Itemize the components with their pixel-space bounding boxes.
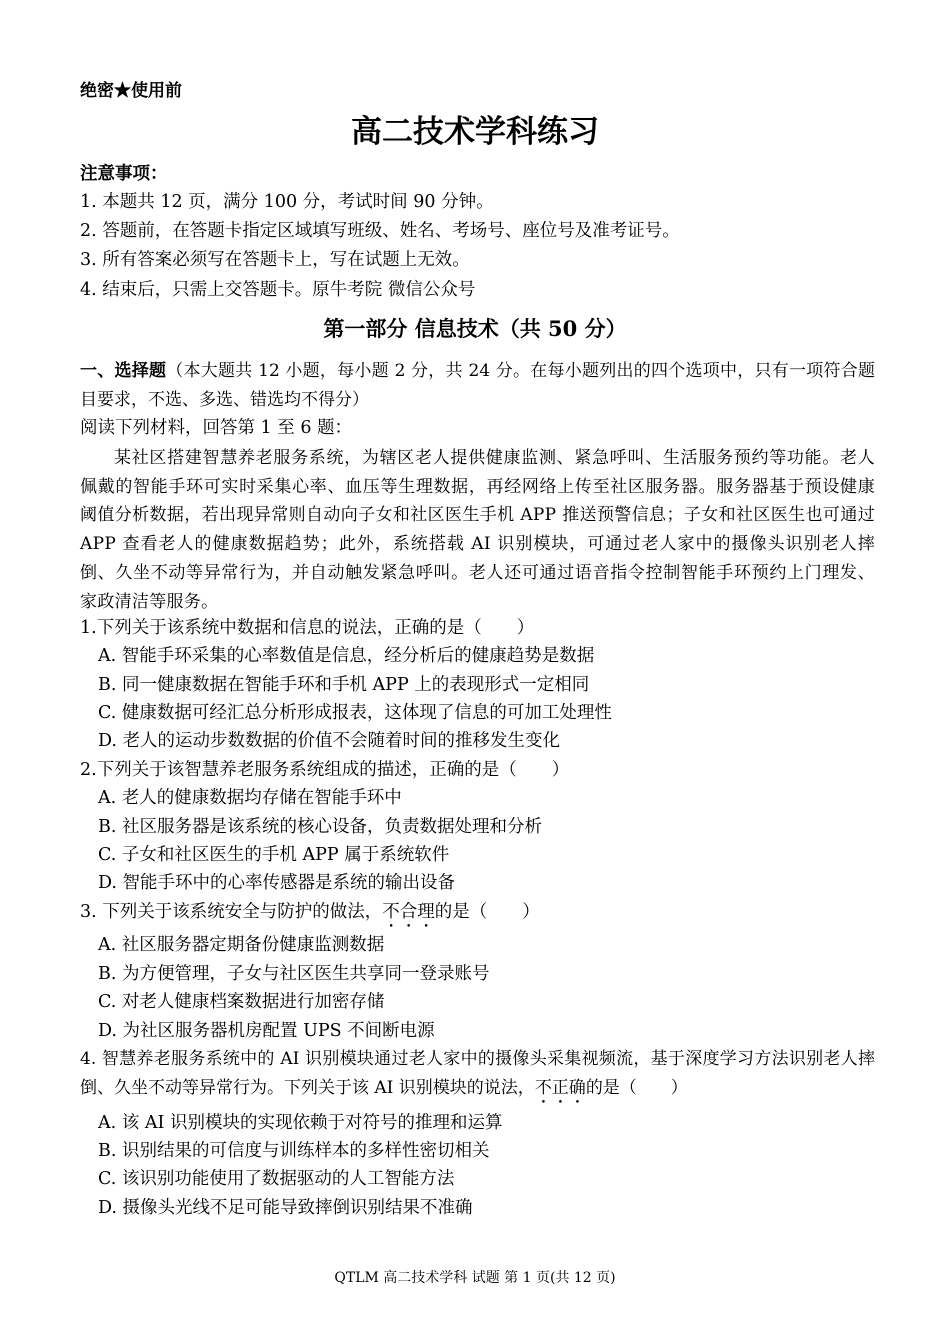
question-4-stem-before: 4. 智慧养老服务系统中的 AI 识别模块通过老人家中的摄像头采集视频流，基于深度学习方法识别老人摔倒、久坐不动等异常行为。下列关于该 AI 识别模块的说法， (80, 1049, 875, 1098)
note-item-2: 2. 答题前，在答题卡指定区域填写班级、姓名、考场号、座位号及准考证号。 (80, 221, 680, 241)
question-1-option-b: B. 同一健康数据在智能手环和手机 APP 上的表现形式一定相同 (98, 675, 590, 695)
question-4-option-c: C. 该识别功能使用了数据驱动的人工智能方法 (98, 1169, 455, 1189)
section-label: 一、选择题 (80, 361, 167, 381)
reading-prompt: 阅读下列材料，回答第 1 至 6 题： (80, 418, 353, 438)
confidential-label: 绝密★使用前 (80, 81, 182, 101)
question-3-option-a: A. 社区服务器定期备份健康监测数据 (98, 935, 385, 955)
question-3-stem-after: 的是（ ） (434, 902, 540, 922)
note-item-3: 3. 所有答案必须写在答题卡上，写在试题上无效。 (80, 250, 470, 270)
reading-material: 某社区搭建智慧养老服务系统，为辖区老人提供健康监测、紧急呼叫、生活服务预约等功能。老人佩戴的智能手环可实时采集心率、血压等生理数据，再经网络上传至社区服务器。服务器基于预设健康阈值分析数据，若出现异常则自动向子女和社区医生手机 APP 推送预警信息；子女和社区医生也可通过 APP 查看老人的健康数据趋势；此外，系统搭载 AI 识别模块，可通过老人家中的摄像头识别老人摔倒、久坐不动等异常行为，并自动触发紧急呼叫。老人还可通过语音指令控制智能手环预约上门理发、家政清洁等服务。 (80, 448, 875, 612)
question-3-option-c: C. 对老人健康档案数据进行加密存储 (98, 992, 385, 1012)
question-1-option-c: C. 健康数据可经汇总分析形成报表，这体现了信息的可加工处理性 (98, 703, 612, 723)
note-item-4: 4. 结束后，只需上交答题卡。原牛考院 微信公众号 (80, 280, 476, 300)
question-4-option-d: D. 摄像头光线不足可能导致摔倒识别结果不准确 (98, 1198, 473, 1218)
question-3-option-b: B. 为方便管理，子女与社区医生共享同一登录账号 (98, 964, 490, 984)
question-4-option-a: A. 该 AI 识别模块的实现依赖于对符号的推理和运算 (98, 1113, 503, 1133)
question-3-stem-emphasis: 不合理 (382, 902, 435, 922)
question-2-option-d: D. 智能手环中的心率传感器是系统的输出设备 (98, 873, 456, 893)
notes-heading: 注意事项： (80, 164, 168, 184)
section-description: （本大题共 12 小题，每小题 2 分，共 24 分。在每小题列出的四个选项中，只有一项符合题目要求，不选、多选、错选均不得分） (80, 361, 875, 410)
page-title: 高二技术学科练习 (351, 114, 599, 150)
note-item-1: 1. 本题共 12 页，满分 100 分，考试时间 90 分钟。 (80, 192, 494, 212)
question-1-option-d: D. 老人的运动步数数据的价值不会随着时间的推移发生变化 (98, 731, 561, 751)
question-4-stem (80, 1045, 875, 1108)
question-3-option-d: D. 为社区服务器机房配置 UPS 不间断电源 (98, 1021, 435, 1041)
question-1-stem: 1.下列关于该系统中数据和信息的说法，正确的是（ ） (80, 618, 535, 638)
question-3-stem (80, 898, 540, 932)
question-4-option-b: B. 识别结果的可信度与训练样本的多样性密切相关 (98, 1141, 490, 1161)
question-3-stem-before: 3. 下列关于该系统安全与防护的做法， (80, 902, 383, 922)
section-intro (80, 357, 875, 414)
question-2-option-c: C. 子女和社区医生的手机 APP 属于系统软件 (98, 845, 450, 865)
page-footer: QTLM 高二技术学科 试题 第 1 页(共 12 页) (334, 1270, 616, 1286)
question-2-stem: 2.下列关于该智慧养老服务系统组成的描述，正确的是（ ） (80, 760, 570, 780)
question-4-stem-emphasis: 不正确 (534, 1077, 586, 1098)
question-4-stem-after: 的是（ ） (585, 1077, 688, 1098)
question-2-option-b: B. 社区服务器是该系统的核心设备，负责数据处理和分析 (98, 817, 542, 837)
part-title: 第一部分 信息技术（共 50 分） (323, 316, 627, 341)
question-1-option-a: A. 智能手环采集的心率数值是信息，经分析后的健康趋势是数据 (98, 646, 595, 666)
question-2-option-a: A. 老人的健康数据均存储在智能手环中 (98, 788, 402, 808)
